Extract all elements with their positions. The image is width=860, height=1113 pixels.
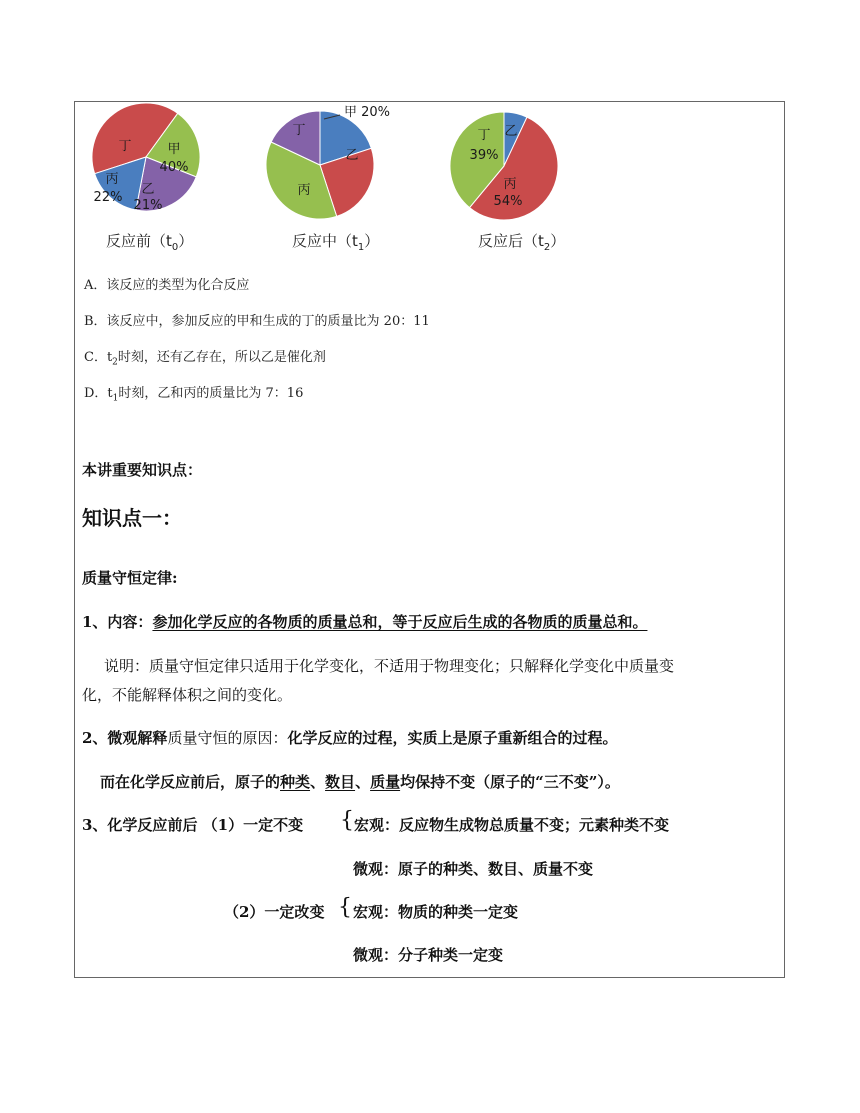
pie-chart-after — [448, 111, 563, 221]
pie-slice-label: 乙 — [345, 148, 359, 163]
pie-during-svg — [262, 101, 412, 223]
pie-slice-value: 21% — [133, 198, 163, 213]
option-d-pre: D．t — [84, 386, 113, 401]
item2-line2-a: 而在化学反应前后，原子的 — [100, 773, 281, 791]
pie-slice-label: 甲 20% — [344, 105, 391, 120]
item2-mid: 质量守恒的原因： — [167, 729, 288, 747]
item3-micro-1: 微观：原子的种类、数目、质量不变 — [353, 860, 594, 878]
item2-line2 — [100, 771, 620, 792]
item1-label: 1、内容： — [82, 613, 153, 631]
pie-before-caption-sub: 0 — [171, 242, 179, 253]
pie-slice-label: 丁 — [292, 123, 306, 138]
pie-slice-value: 39% — [469, 148, 499, 163]
option-c-sub: 2 — [112, 357, 118, 368]
pie-slice-label: 乙 — [141, 182, 155, 197]
pie-after-caption-sub: 2 — [543, 242, 551, 253]
option-c-pre: C．t — [84, 350, 113, 365]
item3-macro-2: 宏观：物质的种类一定变 — [353, 903, 519, 921]
item1-text: 参加化学反应的各物质的质量总和，等于反应后生成的各物质的质量总和。 — [152, 613, 648, 631]
option-d-sub: 1 — [112, 393, 119, 404]
pie-before-svg — [90, 103, 205, 213]
pie-slice-label: 丁 — [118, 139, 132, 154]
pie-slice-value: 22% — [93, 190, 123, 205]
pie-before-caption-end: ） — [178, 232, 194, 250]
pie-during-caption-text: 反应中（t — [292, 232, 358, 250]
item2 — [82, 727, 617, 748]
pie-slice-value: 40% — [159, 160, 189, 175]
brace-icon-2: { — [338, 895, 352, 920]
pie-slice-label: 丙 — [297, 183, 311, 198]
pie-slice-label: 甲 — [167, 142, 181, 157]
note-line-1: 说明：质量守恒定律只适用于化学变化，不适用于物理变化；只解释化学变化中质量变 — [104, 657, 675, 675]
pie-after-caption — [478, 230, 565, 253]
pie-during-caption-end: ） — [364, 232, 380, 250]
item2-sep2: 、 — [355, 773, 371, 791]
item2-sep1: 、 — [310, 773, 326, 791]
pie-chart-during — [262, 101, 412, 223]
pie-slice-label: 乙 — [504, 124, 518, 139]
option-a: A．该反应的类型为化合反应 — [84, 278, 250, 293]
pie-after-caption-end: ） — [550, 232, 566, 250]
pie-slice-label: 丙 — [503, 177, 517, 192]
pie-slice-label: 丁 — [477, 128, 491, 143]
pie-during-caption — [292, 230, 379, 253]
item2-label: 2、微观解释 — [82, 729, 168, 747]
note-line-2: 化，不能解释体积之间的变化。 — [82, 686, 293, 704]
pie-after-svg — [448, 111, 563, 221]
option-d-post: 时刻，乙和丙的质量比为 7：16 — [118, 386, 304, 401]
item3-macro-1: 宏观：反应物生成物总质量不变；元素种类不变 — [354, 816, 670, 834]
item2-num: 数目 — [325, 773, 356, 791]
item2-line2-b: 均保持不变（原子的“三不变”）。 — [400, 773, 620, 791]
pie-slice-label: 丙 — [105, 172, 119, 187]
option-b: B．该反应中，参加反应的甲和生成的丁的质量比为 20：11 — [84, 314, 430, 329]
item2-bold: 化学反应的过程，实质上是原子重新组合的过程。 — [287, 729, 618, 747]
pie-after-caption-text: 反应后（t — [478, 232, 544, 250]
law-title: 质量守恒定律: — [82, 569, 178, 587]
item1 — [82, 611, 647, 632]
option-c — [84, 346, 326, 368]
item3-label: 3、化学反应前后 （1）一定不变 — [82, 816, 304, 834]
item3-micro-2: 微观：分子种类一定变 — [353, 946, 504, 964]
brace-icon-1: { — [340, 808, 354, 833]
key-points-label: 本讲重要知识点： — [82, 461, 203, 479]
pie-before-caption — [106, 230, 193, 253]
pie-before-caption-text: 反应前（t — [106, 232, 172, 250]
item3-label-2: （2）一定改变 — [224, 903, 325, 921]
option-c-post: 时刻，还有乙存在，所以乙是催化剂 — [117, 350, 326, 365]
item2-kind: 种类 — [280, 773, 311, 791]
pie-slice-value: 54% — [493, 194, 523, 209]
pie-chart-before — [90, 103, 205, 213]
item2-mass: 质量 — [370, 773, 401, 791]
option-d — [84, 382, 303, 404]
pie-during-caption-sub: 1 — [357, 242, 365, 253]
section-heading: 知识点一： — [82, 506, 182, 530]
